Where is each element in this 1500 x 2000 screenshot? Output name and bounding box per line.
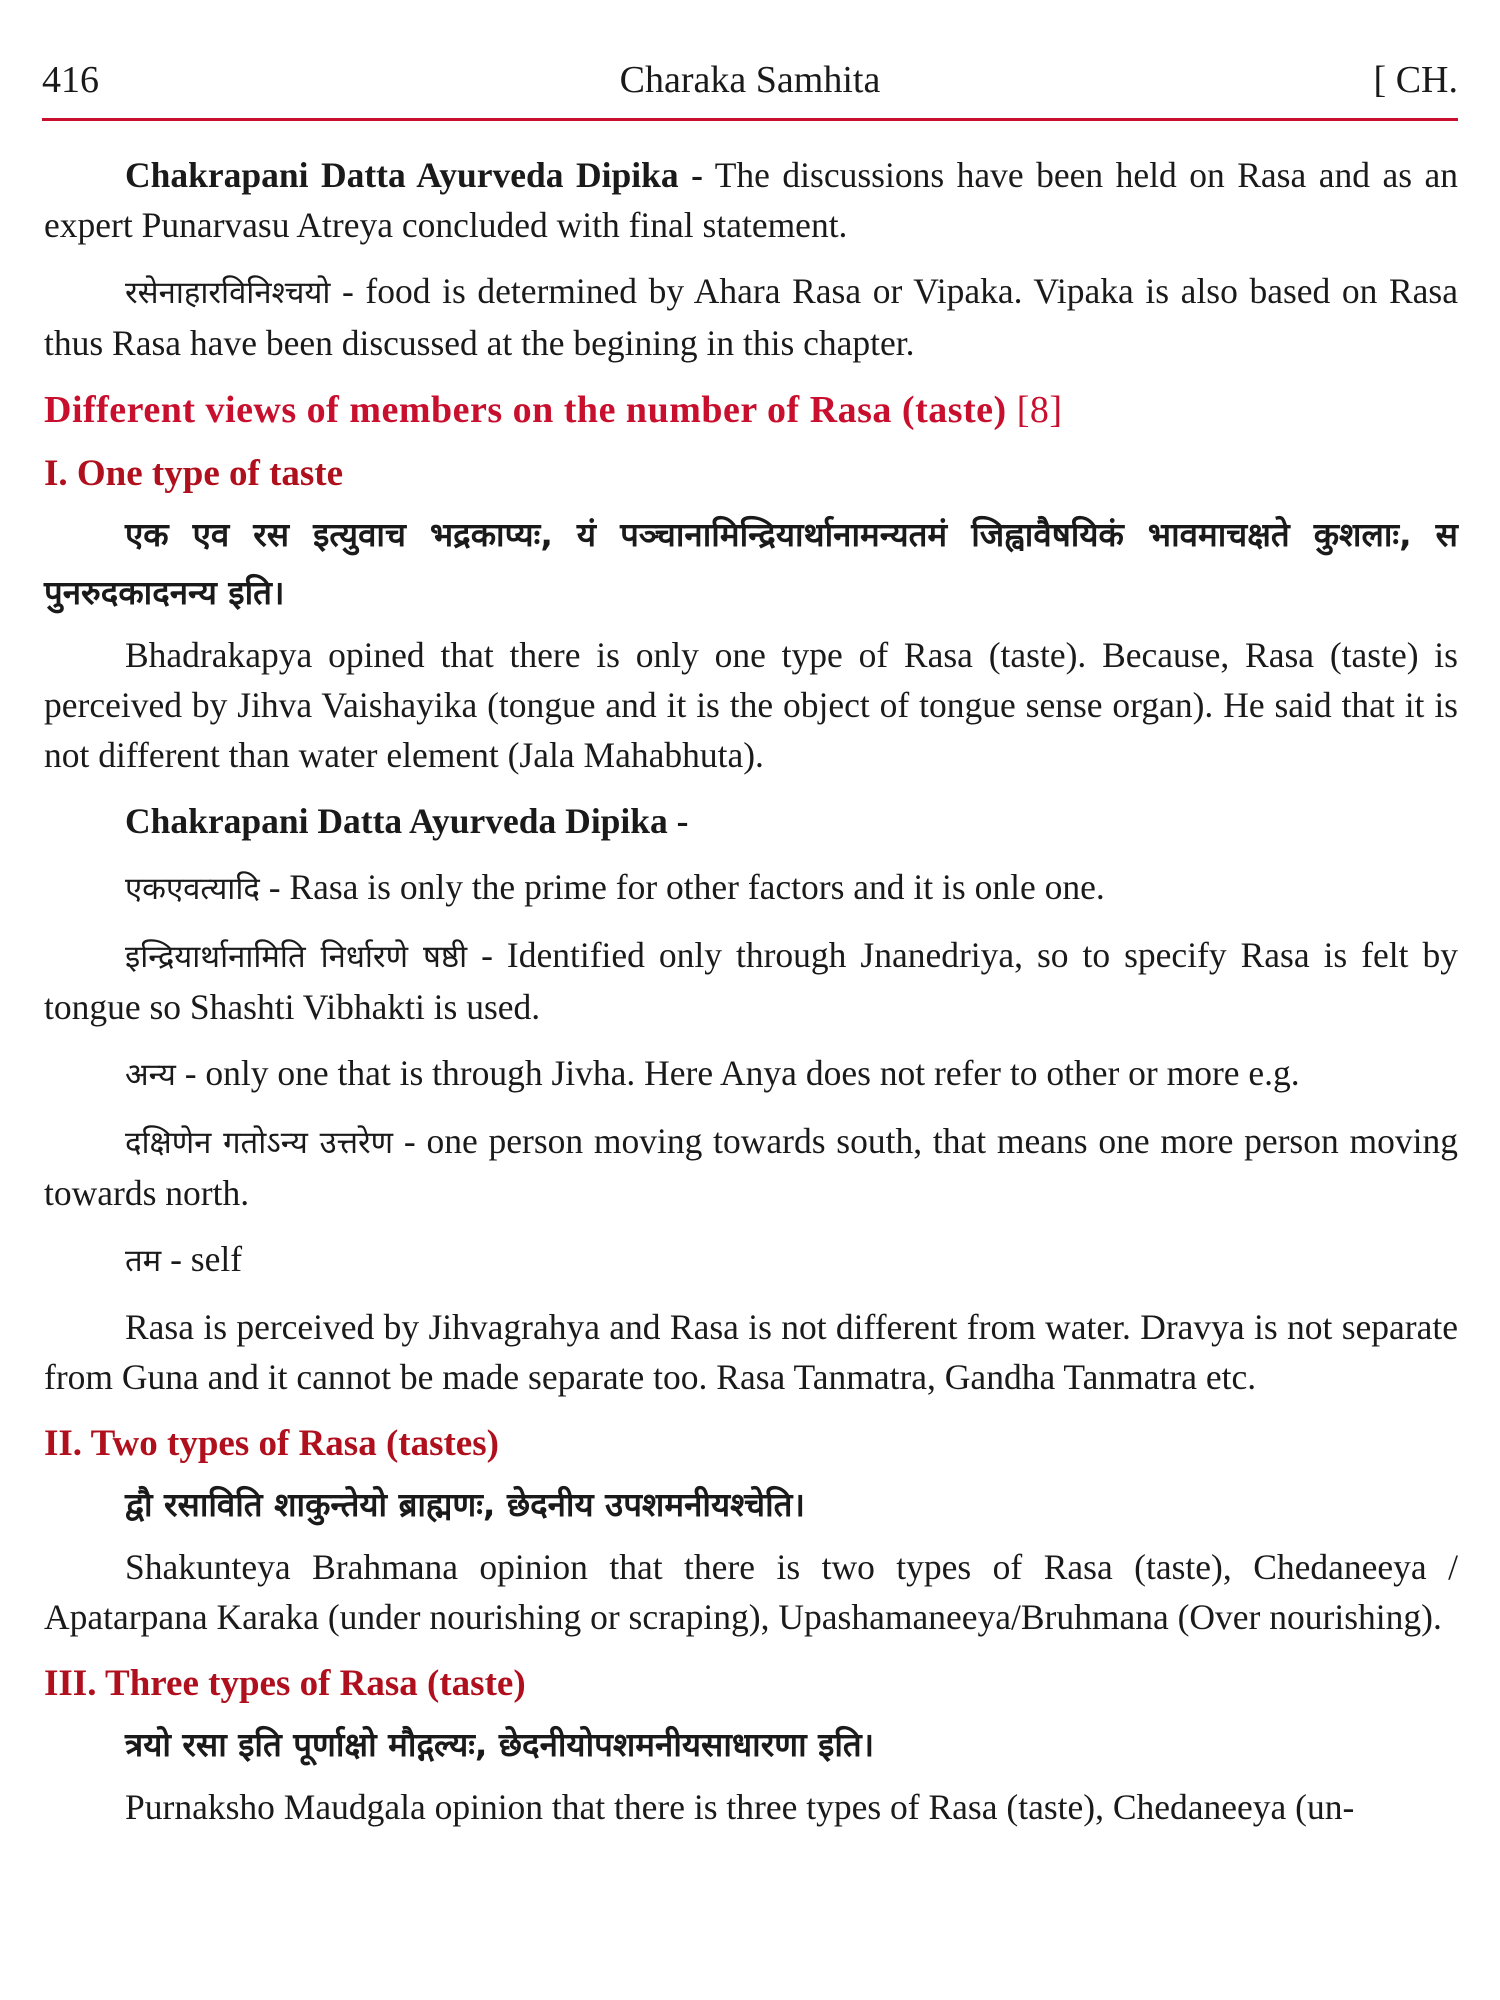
section-heading bbox=[44, 384, 1458, 436]
closing-paragraph: Rasa is perceived by Jihvagrahya and Rasa is not different from water. Dravya is not separate from Guna and it cannot be made separate too. Rasa Tanmatra, Gandha Tanmatra etc. bbox=[44, 1307, 1458, 1397]
sanskrit-verse: त्रयो रसा इति पूर्णाक्षो मौद्गल्यः, छेदनीयोपशमनीयसाधारणा इति। bbox=[125, 1725, 875, 1764]
section-heading-text: Different views of members on the number of Rasa (taste) bbox=[44, 389, 1007, 431]
sanskrit-term: अन्य bbox=[125, 1057, 176, 1093]
running-header bbox=[42, 58, 1458, 118]
paragraph-text: - self bbox=[161, 1239, 243, 1279]
term-paragraph bbox=[44, 1234, 1458, 1286]
paragraph-text: - one person moving towards south, that means one more person moving towards north. bbox=[44, 1121, 1458, 1213]
commentary-paragraph bbox=[44, 150, 1458, 250]
paragraph-text: - Rasa is only the prime for other factors and it is onle one. bbox=[259, 867, 1105, 907]
subsection-heading: I. One type of taste bbox=[44, 453, 344, 494]
paragraph-text: - Identified only through Jnanedriya, so to specify Rasa is felt by tongue so Shashti Vibhakti is used. bbox=[44, 935, 1458, 1027]
verse-reference: [8] bbox=[1016, 389, 1063, 431]
translation-paragraph: Bhadrakapya opined that there is only one type of Rasa (taste). Because, Rasa (taste) is perceived by Jihva Vaishayika (tongue and it is the object of tongue sense organ). He said that it is not different than water element (Jala Mahabhuta). bbox=[44, 635, 1458, 775]
term-paragraph bbox=[44, 1048, 1458, 1100]
sanskrit-term: रसेनाहारविनिश्चयो bbox=[125, 275, 331, 311]
sanskrit-verse: द्वौ रसाविति शाकुन्तेयो ब्राह्मणः, छेदनीय उपशमनीयश्चेति। bbox=[125, 1485, 805, 1524]
translation-paragraph: Shakunteya Brahmana opinion that there is two types of Rasa (taste), Chedaneeya / Apatarpana Karaka (under nourishing or scraping), Upashamaneeya/Bruhmana (Over nourishing). bbox=[44, 1547, 1458, 1637]
paragraph-text: - only one that is through Jivha. Here Anya does not refer to other or more e.g. bbox=[175, 1053, 1300, 1093]
sanskrit-term: इन्द्रियार्थानामिति निर्धारणे षष्ठी bbox=[125, 939, 468, 975]
chapter-marker: [ CH. bbox=[1373, 59, 1458, 101]
subsection-heading: III. Three types of Rasa (taste) bbox=[44, 1663, 526, 1704]
header-rule bbox=[42, 118, 1458, 121]
term-paragraph bbox=[44, 930, 1458, 1032]
term-paragraph bbox=[44, 862, 1458, 914]
commentary-title: Chakrapani Datta Ayurveda Dipika - bbox=[125, 155, 703, 195]
subsection-heading: II. Two types of Rasa (tastes) bbox=[44, 1423, 499, 1464]
paragraph-text: The discussions have been held on Rasa and as an expert Punarvasu Atreya concluded with final statement. bbox=[44, 155, 1458, 245]
sanskrit-term: दक्षिणेन गतोऽन्य उत्तरेण bbox=[125, 1125, 394, 1161]
sanskrit-term: एकएवत्यादि bbox=[125, 871, 260, 907]
commentary-heading: Chakrapani Datta Ayurveda Dipika - bbox=[125, 801, 689, 841]
sanskrit-term: तम bbox=[125, 1243, 162, 1279]
term-paragraph bbox=[44, 1116, 1458, 1218]
translation-paragraph: Purnaksho Maudgala opinion that there is three types of Rasa (taste), Chedaneeya (un- bbox=[125, 1787, 1355, 1827]
paragraph-text: - food is determined by Ahara Rasa or Vipaka. Vipaka is also based on Rasa thus Rasa have been discussed at the begining in this chapter. bbox=[44, 271, 1458, 363]
sanskrit-verse: एक एव रस इत्युवाच भद्रकाप्यः, यं पञ्चानामिन्द्रियार्थानामन्यतमं जिह्वावैषयिकं भावमाचक्षते कुशलाः, स पुनरुदकादनन्य इति। bbox=[44, 515, 1458, 612]
term-paragraph bbox=[44, 266, 1458, 368]
page-body bbox=[44, 150, 1458, 1832]
book-title: Charaka Samhita bbox=[619, 59, 881, 101]
page-number: 416 bbox=[42, 59, 99, 101]
